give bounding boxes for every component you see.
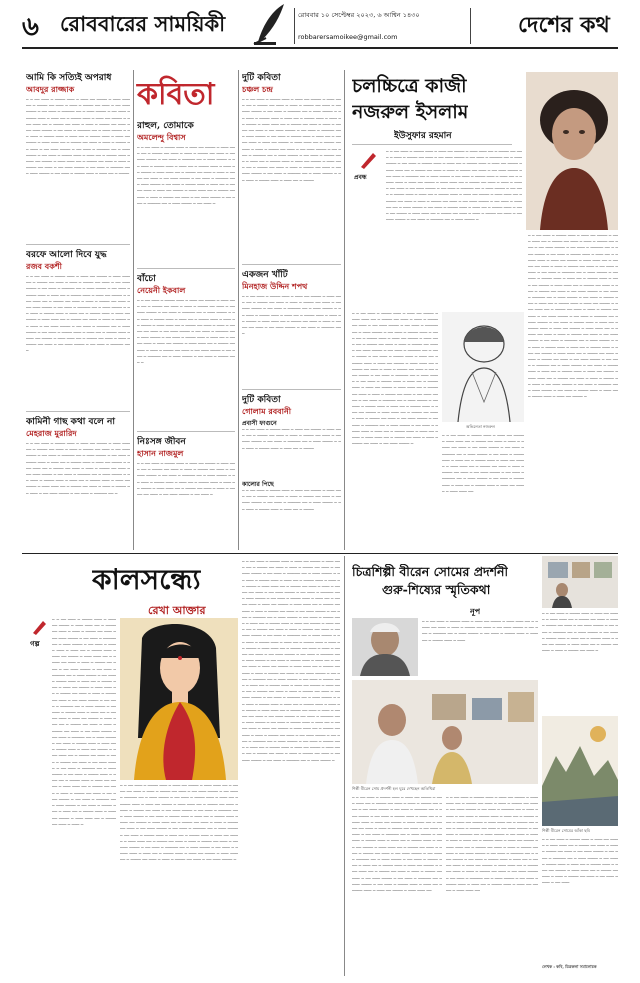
story-title: কালসন্ধ্যে <box>92 563 201 596</box>
story-kicker: গল্প <box>26 618 50 658</box>
nazrul-sketch-image <box>442 312 524 422</box>
biren-article <box>348 556 618 976</box>
poem-column-2 <box>137 72 235 550</box>
poem-body: ─ ─ ── ─── ─ ──── ─── ─ ─── ── ──── ─ ─── ─── ── ─ ──── ── ─── ─ ─── ─ ──── ── ─── ─ ── ─── ──── ─ ── ─── ─ ───── ── ─ ─── ──── ─ ── ─── ─ ──── ─── ─ ─── ── ─ ──── ─── ─ ─── ── ──── ─ ─── ─── ── ─ ──── ── ─── ─ ─── ─ ──── ── ─── ─ ── ─── ──── ─ ── ─── ─ ───── ── ─ ─── ──── ─ ── ─── ─ ──── ─── ─ ─── ── ─ ──── ─── ─ ─── ── ──── ─ ─── ─── ── ─ ──── ── ─── ─ ─── ─ ──── ── ─── ─ ── ─── ──── ─ ── ─── ─ ───── ── ─ ─── ──── ─ ── ─── ─ <box>137 146 235 207</box>
article-title: গুরু-শিষ্যের স্মৃতিকথা <box>382 582 491 597</box>
poem-subtitle: কালোর পিছে <box>242 481 274 488</box>
pen-icon <box>30 618 48 636</box>
biren-portrait-image <box>352 618 418 676</box>
poem-body: ─ ─ ── ─── ─ ──── ─── ─ ─── ── ──── ─ ─── ─── ── ─ ──── ── ─── ─ ─── ─ ──── ── ─── ─ ── ─── ──── ─ ── ─── ─ ───── ── ─ ─── ──── ─ ── ─── ─ ──── ─── ─ ─── ── ─ ──── ─── ─ ─── ── ──── ─ ─── ─── ── ─ ──── ── ─── ─ ─── ─ ──── ── ─── ─ ── ─── ──── ─ ── ─── ─ ───── ── ─ ─── ──── ─ ── ─── ─ ──── ─── ─ ─── ── ─ ──── ─── ─ ─── ── ──── ─ ─── ─── ── ─ ──── ── ─── ─ ─── ─ ──── ── ─── ─ ── ─── ──── ─ ── ─── ─ ───── ── ─ ─── ──── ─ ── ─── ─ ──── ─── ─ <box>137 299 235 367</box>
email: robbarersamoikee@gmail.com <box>298 33 398 41</box>
poem-column-1 <box>26 72 130 550</box>
article-body: ─ ─ ── ─── ─ ──── ─── ─ ─── ── ──── ─ ─── ─── ── ─ ──── ── ─── ─ ─── ─ ──── ── ─── ─ ── ─── ──── ─ ── ─── ─ ───── ── ─ ─── ──── ─ ── ─── ─ ──── ─── ─ ─── ── ─ ──── ─── ─ ─── ── ──── ─ ─── ─── ── ─ ──── ── ─── ─ ─── ─ ──── ── ─── ─ ── ─── ──── ─ ── ─── ─ ───── ── ─ ─── ──── ─ ── ─── ─ ──── ─── ─ ─── ── ─ ──── ─── ─ ─── ── ──── ─ ─── ─── ── <box>442 434 524 495</box>
date-line: রোববার ১০ সেপ্টেম্বর ২০২৩, ৬ আশ্বিন ১৪৩০ <box>298 11 420 19</box>
article-body: ─ ─ ── ─── ─ ──── ─── ─ ─── ── ──── ─ ─── ─── ── ─ ──── ── ─── ─ ─── ─ ──── ── ─── ─ ── ─── ──── ─ ── ─── ─ ───── ── ─ ─── ──── ─ ── ─── ─ ──── ─── ─ ─── ── ─ ──── ─── ─ ─── ── ──── ─ ─── ─── ── ─ ──── ── ─── ─ ─── ─ ──── ── ─── ─ ── ─── ──── ─ ── ─── ─ ───── ── ─ ─── ──── ─ ── ─── ─ ──── ─── ─ ─── ── ─ ──── ─── ─ ─── ── ──── ─ ─── ─── ── ─ ──── ── ─── ─ ─── ─ ──── ── ─── ─ ── ─── ──── ─ ── ─── ─ ───── ── ─ ─── ──── ─ ── ─── ─ ──── ─── ─ ─── ── ─ ──── ─── ─ ─── ── ──── ─ ─── ─── ── ─ ──── ── ─── ─ ─── ─ ──── ── ─── ─ ── ─── ──── ─ ── ─── ─ ───── ── ─ ─── ──── ─ ── ─── ─ ──── ─── ─ ─── ── ─ ──── ─── ─ ─── ── ──── ─ ─── ─── ── ─ ──── ── ─── ─ ─── ─ ──── ── ─── ─ ── ─── ──── ─ ── ─── ─ ───── ── ─ ─── ──── ─ <box>386 150 522 224</box>
photo-caption: শিল্পী বীরেন সোম প্রদর্শনী হল ঘুরে দেখছেন অতিথিরা <box>352 786 436 791</box>
article-body: ─ ─ ── ─── ─ ──── ─── ─ ─── ── ──── ─ ─── ─── ── ─ ──── ── ─── ─ ─── ─ ──── ── ─── ─ ── ─── ──── ─ ── ─── ─ ───── ── ─ ─── ──── ─ ── ─── ─ ──── ─── ─ ─── ── ─ ──── ─── ─ ─── <box>422 620 538 644</box>
poem-body: ─ ─ ── ─── ─ ──── ─── ─ ─── ── ──── ─ ─── ─── ── ─ ──── ── ─── ─ ─── ─ ──── ── ─── ─ ── ─── ──── ─ ── ─── ─ ───── ── ─ ─── ──── ─ ── ─── ─ ──── ─── ─ ─── ── ─ ──── <box>242 489 341 513</box>
poem-author: হাসান নাজমুল <box>137 448 184 458</box>
article-title: চিত্রশিল্পী বীরেন সোমের প্রদর্শনী <box>352 564 509 579</box>
poem-title: দুটি কবিতা <box>242 395 281 405</box>
poem-title: বাঁচো <box>137 274 156 284</box>
poem-body: ─ ─ ── ─── ─ ──── ─── ─ ─── ── ──── ─ ─── ─── ── ─ ──── ── ─── ─ ─── ─ ──── ── ─── ─ ── ─── ──── ─ ── ─── ─ ───── ── ─ ─── ──── ─ ── ─── ─ ──── ─── ─ ─── ── ─ ──── ─── ─ ─── ── ──── ─ ─── ─── ── ─ ──── ── ─── ─ ─── ─ ──── ── ─── ─ ── ─── ──── ─ ── ─── ─ ───── ── ─ ─── ──── ─ ── ─── ─ ──── ─── ─ ─── ── ─ ──── ─── ─ ─── ── ──── ─ ─── ─── ── ─ ──── ── ─── ─ ─── ─ ──── ── ─── ─ ── ─── ──── ─ ── ─── ─ ───── ── ─ ─── ──── ─ ── ─── ─ ──── ─── ─ ─── ── ─ ──── ─── ─ ─── ── ──── ─ ─── ─── ── ─ ──── ── ─── ─ ─── ─ ──── ── ─── ─ ── ─── ──── ─ ── ─── ─ ───── ── ─ ─── ──── ─ ── ─── ─ ──── ─── ─ ─── ── ─ ──── <box>242 98 341 184</box>
article-body: ─ ─ ── ─── ─ ──── ─── ─ ─── ── ──── ─ ─── ─── ── ─ ──── ── ─── ─ ─── ─ ──── ── ─── ─ ── ─── ──── ─ ── ─── ─ ───── ── ─ ─── ──── ─ ── ─── ─ ──── ─── ─ ─── ── ─ ──── ─── ─ ─── ── ──── ─ ─── ─── ── ─ ──── ── ─── ─ ─── ─ ──── ── ─── ─ ── ─── ──── ─ ── ─── ─ ───── ── ─ ─── ──── ─ ── ─── ─ ──── ─── ─ ─── ── ─ ──── ─── ─ ─── ── ──── ─ ─── ─── ── ─ ──── ── ─── ─ ─── ─ ──── ── ─── ─ ── ─── ──── ─ ── ─── ─ ───── ── ─ ─── ──── ─ ── ─── ─ ──── ─── ─ ─── ── ─ ──── ─── ─ ─── ── ──── ─ ─── ─── ── ─ ──── ── ─── ─ ─── ─ ──── ── ─── ─ ── ─── ──── ─ ── ─── ─ ───── ── ─ ─── ──── ─ ── ─── ─ ──── ─── ─ ─── ── ─ ──── ─── ─ ─── ── ──── ─ ─── ─── ── <box>446 796 538 895</box>
poem-author: আবদুর রাজ্জাক <box>26 84 75 94</box>
article-body: ─ ─ ── ─── ─ ──── ─── ─ ─── ── ──── ─ ─── ─── ── ─ ──── ── ─── ─ ─── ─ ──── ── ─── ─ ── ─── ──── ─ ── ─── ─ ───── ── ─ ─── ──── ─ ── ─── ─ ──── ─── ─ ─── ── ─ ──── ─── ─ ─── ── ──── ─ ─── ─── ── ─ ──── ── ─── ─ ─── ─ ──── ── ─── ─ ── ─── ──── ─ ── ─── ─ ───── ── ─ ─── ──── ─ ── ─── ─ ──── ─── ─ ─── ── ─ ──── ─── ─ ─── ── ──── ─ ─── ─── ── ─ ──── ── ─── ─ ─── ─ ──── ── ─── ─ ── ─── ──── ─ ── ─── ─ ───── ── ─ ─── ──── ─ ── ─── ─ ──── ─── ─ ─── ── ─ ──── ─── ─ ─── ── ──── ─ ─── ─── ── ─ ──── ── ─── ─ ─── ─ ──── ── ─── ─ ── ─── ──── ─ ── ─── ─ ───── ── ─ ─── ──── ─ ── ─── ─ ──── ─── ─ ─── ── ─ ──── ─── ─ ─── ── ──── ─ ─── ─── ── ─ ──── ── ─── ─ ─── ─ ──── ── ─── ─ ── ─── ──── ─ ── ─── ─ ───── ── ─ ─── ──── ─ ── ─── ─ ──── ─── ─ ─── ── ─ ──── ─── ─ ─── ── ──── ─ ─── ─── ── ─ ──── ── ─── ─ ─── ─ ──── ── ─── ─ ── ─── ──── ─ <box>352 312 438 448</box>
author-credit: লেখক : কবি, চিত্রকলা সমালোচক <box>542 964 597 969</box>
poem-body: ─ ─ ── ─── ─ ──── ─── ─ ─── ── ──── ─ ─── ─── ── ─ ──── ── ─── ─ ─── ─ ──── ── ─── ─ ── ─── ──── ─ ── ─── ─ ───── ── ─ ─── ──── ─ ── ─── ─ ──── ─── ─ ─── ── ─ ──── <box>242 428 341 452</box>
story-body: ─ ─ ── ─── ─ ──── ─── ─ ─── ── ──── ─ ─── ─── ── ─ ──── ── ─── ─ ─── ─ ──── ── ─── ─ ── ─── ──── ─ ── ─── ─ ───── ── ─ ─── ──── ─ ── ─── ─ ──── ─── ─ ─── ── ─ ──── ─── ─ ─── ── ──── ─ ─── ─── ── ─ ──── ── ─── ─ ─── ─ ──── ── ─── ─ ── ─── ──── ─ ── ─── ─ ───── ── ─ ─── ──── ─ ── ─── ─ ──── ─── ─ ─── ── ─ ──── ─── ─ ─── ── ──── ─ ─── ─── ── ─ ──── ── ─── ─ ─── ─ ──── ── ─── ─ ── ─── ──── ─ ── ─── ─ ───── ── ─ ─── ──── ─ ── ─── ─ ──── ─── ─ ─── ── ─ ──── ─── ─ ─── ── ──── ─ ─── ─── ── ─ ──── ── ─── ─ ─── ─ ──── ── ─── ─ ── ─── ──── ─ ── ─── ─ ───── ── ─ ─── ──── ─ ── ─── ─ ──── ─── ─ ─── ── ─ ──── ─── ─ ─── ── ──── ─ ─── ─── ── ─ ──── ── ─── ─ ─── ─ ──── ── ─── ─ ── ─── ──── ─ <box>120 784 238 864</box>
nazrul-portrait-image <box>526 72 618 230</box>
exhibition-photo-image <box>542 556 618 608</box>
article-body: ─ ─ ── ─── ─ ──── ─── ─ ─── ── ──── ─ ─── ─── ── ─ ──── ── ─── ─ ─── ─ ──── ── ─── ─ ── ─── ──── ─ ── ─── ─ ───── ── ─ ─── ──── ─ ── ─── ─ ──── ─── ─ ─── ── ─ ──── ─── ─ ─── ── ──── ─ ─── ─── ── ─ ──── ── ─── ─ ─── ─ ──── ── ─── ─ <box>542 612 618 655</box>
article-title: নজরুল ইসলাম <box>352 101 469 123</box>
poem-body: ─ ─ ── ─── ─ ──── ─── ─ ─── ── ──── ─ ─── ─── ── ─ ──── ── ─── ─ ─── ─ ──── ── ─── ─ ── ─── ──── ─ ── ─── ─ ───── ── ─ ─── ──── ─ ── ─── ─ ──── ─── ─ ─── ── ─ ──── ─── ─ ─── ── ──── ─ ─── ─── ── ─ ──── ── ─── ─ ─── ─ ──── ── ─── ─ ── ─── ──── ─ ── ─── ─ <box>137 462 235 499</box>
poem-subtitle: প্রবাসী ফাগুনে <box>242 420 277 427</box>
woman-illustration-image <box>120 618 238 780</box>
poem-author: অমলেন্দু বিশ্বাস <box>137 132 186 142</box>
story-body: ─ ─ ── ─── ─ ──── ─── ─ ─── ── ──── ─ ─── ─── ── ─ ──── ── ─── ─ ─── ─ ──── ── ─── ─ ── ─── ──── ─ ── ─── ─ ───── ── ─ ─── ──── ─ ── ─── ─ ──── ─── ─ ─── ── ─ ──── ─── ─ ─── ── ──── ─ ─── ─── ── ─ ──── ── ─── ─ ─── ─ ──── ── ─── ─ ── ─── ──── ─ ── ─── ─ ───── ── ─ ─── ──── ─ ── ─── ─ ──── ─── ─ ─── ── ─ ──── ─── ─ ─── ── ──── ─ ─── ─── ── ─ ──── ── ─── ─ ─── ─ ──── ── ─── ─ ── ─── ──── ─ ── ─── ─ ───── ── ─ ─── ──── ─ ── ─── ─ ──── ─── ─ ─── ── ─ ──── ─── ─ ─── ── ──── ─ ─── ─── ── ─ ──── ── ─── ─ ─── ─ ──── ── ─── ─ ── ─── ──── ─ ── ─── ─ ───── ── ─ ─── ──── ─ ── ─── ─ ──── ─── ─ ─── ── ─ ──── ─── ─ ─── ── ──── ─ ─── ─── ── ─ ──── ── ─── ─ ─── ─ ──── ── ─── ─ ── ─── ──── ─ ── ─── ─ ───── ── ─ ─── ──── ─ ── ─── ─ ──── ─── ─ ─── ── ─ ──── ─── ─ ─── ── ──── ─ ─── ─── ── ─ ──── ── ─── ─ ─── ─ ──── ── ─── ─ ── ─── ──── ─ ── ─── ─ ───── ── ─ ─── ──── ─ ── ─── ─ ──── ─── ─ ─── ── ─ ──── ─── ─ ─── ── ──── ─ ─── ─── ── ─ ──── ── ─── ─ ─── ─ ──── ── ─── ─ ── ─── ──── ─ ── ─── ─ ───── ── ─ ─── ──── ─ ── ─── ─ ──── ─── ─ ─── ── ─ ──── ─── ─ ─── ── ──── ─ ─── ─── ── ─ ──── ── ─── ─ ─── ─ ──── ── ─── ─ ── ─── ──── ─ ── ─── ─ ───── ── ─ ─── ──── ─ ── ─── ─ ──── ─── ─ ─── ── ─ ──── ─── ─ ─── ── ──── ─ ─── ─── ── ─ ──── ── ─── ─ ─── ─ ──── ── ─── ─ ── ─── ──── ─ ── ─── ─ ───── ── ─ ─── ──── ─ ── ─── ─ ──── ─── ─ ─── ── ─ ──── ─── ─ ─── ── ──── ─ ─── ─── ── ─ ──── ── ─── ─ ─── ─ ──── ── ─── ─ ── ─── ──── ─ ── ─── ─ ───── ── ─ ─── ──── ─ <box>242 560 340 764</box>
story-author: রেখা আক্তার <box>148 604 206 617</box>
poem-title: দুটি কবিতা <box>242 73 281 83</box>
poem-author: মিনহাজ উদ্দিন শপথ <box>242 281 308 291</box>
poem-body: ─ ─ ── ─── ─ ──── ─── ─ ─── ── ──── ─ ─── ─── ── ─ ──── ── ─── ─ ─── ─ ──── ── ─── ─ ── ─── ──── ─ ── ─── ─ ───── ── ─ ─── ──── ─ ── ─── ─ ──── ─── ─ ─── ── ─ ──── ─── ─ ─── ── ──── ─ ─── ─── ── ─ ──── ── ─── ─ ─── ─ ──── ── ─── ─ ── ─── ──── ─ ── ─── ─ ───── ── ─ ─── ──── ─ ── ─── ─ ──── ─── ─ ─── ── ─ ──── ─── ─ ─── ── ──── ─ ─── ─── ── ─ ──── ── ─── ─ ─── ─ ──── ── ─── ─ ── ─── ──── ─ ── ─── ─ ───── ── ─ ─── ──── ─ ── ─── ─ ──── ─── ─ ─── ── ─ ──── ─── ─ ─── ── ──── ─ ─── ─── ── ─ ──── ── ─── ─ ─── ─ ──── ── ─── ─ ── ─── ──── ─ ── ─── ─ ───── ── ─ <box>26 275 130 355</box>
poem-title: একজন খাঁটি <box>242 270 288 280</box>
masthead <box>0 0 640 70</box>
poem-author: গোলাম রববানী <box>242 406 292 416</box>
photo-caption: অভিনেতা নজরুল <box>466 424 496 429</box>
section-title: রোববারের সাময়িকী <box>60 12 226 36</box>
poem-author: নেয়েনী ইকবাল <box>137 285 186 295</box>
poem-author: রজব বকশী <box>26 261 62 271</box>
quill-logo-icon <box>252 2 288 46</box>
article-body: ─ ─ ── ─── ─ ──── ─── ─ ─── ── ──── ─ ─── ─── ── ─ ──── ── ─── ─ ─── ─ ──── ── ─── ─ ── ─── ──── ─ ── ─── ─ ───── ── ─ ─── ──── ─ ── ─── ─ ──── ─── ─ ─── ── ─ ──── ─── ─ ─── ── ──── ─ ─── ─── ── ─ ──── ── ─── ─ ─── ─ ──── ── ─── ─ ── ─── ──── ─ ── ─── ─ ───── ── ─ ─── ──── ─ ── ─── ─ ──── ─── ─ ─── ── ─ ──── ─── ─ ─── ── ──── ─ ─── ─── ── ─ ──── ── ─── ─ ─── ─ ──── ── ─── ─ ── ─── ──── ─ ── ─── ─ ───── ── ─ ─── ──── ─ ── ─── ─ ──── ─── ─ ─── ── ─ ──── ─── ─ ─── ── ──── ─ ─── ─── ── ─ ──── ── ─── ─ ─── ─ ──── ── ─── ─ ── ─── ──── ─ ── ─── ─ ───── ── ─ ─── ──── ─ ── ─── ─ ──── ─── ─ ─── ── ─ ──── ─── ─ ─── ── ──── ─ ─── ─── ── ─ ──── ── ─── ─ ─── ─ ──── ── ─── ─ ── ─── ──── ─ ── ─── ─ ───── ── ─ ─── ──── ─ ── ─── ─ ──── ─── ─ ─── ── ─ ──── ─── ─ ─── ── ──── ─ ─── ─── ── ─ ──── ── ─── ─ ─── ─ ──── ── ─── ─ ── ─── ──── ─ ── ─── ─ ───── ── ─ ─── ──── ─ ── ─── ─ ──── ─── ─ ─── ── ─ ──── ─── ─ ─── ── ──── ─ ─── ─── ── ─ ──── ── ─── ─ ─── ─ ──── ── ─── ─ ── ─── ──── ─ ── ─── ─ ───── ── ─ ─── ──── ─ ── ─── ─ ──── ─── ─ ─── ── ─ ──── ─── ─ ─── ── ──── ─ <box>528 234 618 401</box>
article-author: ইউসুফার রহমান <box>394 131 452 141</box>
paper-name: দেশের কথ <box>518 13 610 38</box>
painting-image <box>542 716 618 826</box>
exhibition-photo-image <box>352 680 538 784</box>
nazrul-article <box>348 72 618 550</box>
poem-title: নিঃসঙ্গ জীবন <box>137 437 186 447</box>
pen-icon <box>358 150 378 170</box>
kalsondhye-story <box>22 556 342 976</box>
poem-column-3 <box>242 72 341 550</box>
page-number: ৬ <box>22 12 39 42</box>
poem-author: মেহরাজ মুরারিদ <box>26 428 77 438</box>
kobita-logo: কবিতা <box>137 77 215 112</box>
article-body: ─ ─ ── ─── ─ ──── ─── ─ ─── ── ──── ─ ─── ─── ── ─ ──── ── ─── ─ ─── ─ ──── ── ─── ─ ── ─── ──── ─ ── ─── ─ ───── ── ─ ─── ──── ─ ── ─── ─ ──── ─── ─ ─── ── ─ ──── ─── ─ ─── ── ──── ─ ─── ─── ── ─ ──── ── ─── ─ ─── ─ ──── ── ─── ─ ── ─── ──── ─ ── ─── ─ ───── ── ─ ─── ──── ─ ── ─── ─ ──── ─── ─ ─── ── ─ ──── ─── ─ ─── ── ──── ─ ─── ─── ── ─ ──── ── ─── ─ ─── ─ ──── ── ─── ─ ── ─── ──── ─ ── ─── ─ ───── ── ─ ─── ──── ─ ── ─── ─ ──── ─── ─ ─── ── ─ ──── ─── ─ ─── ── ──── ─ ─── ─── ── ─ ──── ── ─── ─ ─── ─ ──── ── ─── ─ ── ─── ──── ─ ── ─── ─ ───── ── ─ ─── ──── ─ ── ─── ─ ──── ─── ─ ─── ── ─ ──── ─── ─ ─── ── ──── ─ ─── ─── ── <box>352 796 442 895</box>
poem-body: ─ ─ ── ─── ─ ──── ─── ─ ─── ── ──── ─ ─── ─── ── ─ ──── ── ─── ─ ─── ─ ──── ── ─── ─ ── ─── ──── ─ ── ─── ─ ───── ── ─ ─── ──── ─ ── ─── ─ ──── ─── ─ ─── ── ─ ──── ─── ─ ─── ── ──── ─ ─── ─── ── ─ ──── ── ─── ─ ─── ─ ──── ── ─── ─ ── ─── ──── ─ ── ─── ─ ───── ── ─ ─── ──── ─ ── ─── ─ ──── ─── ─ ─── ── ─ ──── ─── ─ ─── ── ──── ─ ─── ─── ── ─ ──── ── ─── ─ ─── ─ ──── ── ─── ─ ── ─── ──── ─ ── ─── ─ ───── ── ─ ─── ──── ─ ── ─── ─ ──── ─── ─ ─── ── ─ ──── ─── ─ ─── ── ──── ─ ─── ─── ── ─ ──── ── ─── ─ ─── ─ ──── ── ─── ─ ── ─── ──── ─ ── ─── ─ ───── ── ─ ─── ──── ─ ── ─── ─ ──── ─── ─ ─── ── ─ ──── <box>26 98 130 178</box>
poem-body: ─ ─ ── ─── ─ ──── ─── ─ ─── ── ──── ─ ─── ─── ── ─ ──── ── ─── ─ ─── ─ ──── ── ─── ─ ── ─── ──── ─ ── ─── ─ ───── ── ─ ─── ──── ─ ── ─── ─ ──── ─── ─ ─── ── ─ ──── ─── ─ ─── ── ──── ─ ─── ─── ── ─ ──── ── ─── ─ ─── ─ ──── ── ─── ─ ── ─── ──── ─ ── ─── ─ ───── ── ─ ─── ──── ─ ── ─── ─ ──── ─── ─ ─── ── ─ ──── ─── ─ ─── ── ──── ─ ─── ─── ── ─ ──── ── ─── ─ ─── ─ ──── ── ─── ─ ── ─── ──── ─ ── ─── ─ ───── ── ─ <box>26 442 130 497</box>
poem-author: চঞ্চল চন্দ্র <box>242 84 273 94</box>
photo-caption: শিল্পী বীরেন সোমের আঁকা ছবি <box>542 828 591 833</box>
poem-title: আমি কি সত্যিই অপরাধ <box>26 73 112 83</box>
story-body: ─ ─ ── ─── ─ ──── ─── ─ ─── ── ──── ─ ─── ─── ── ─ ──── ── ─── ─ ─── ─ ──── ── ─── ─ ── ─── ──── ─ ── ─── ─ ───── ── ─ ─── ──── ─ ── ─── ─ ──── ─── ─ ─── ── ─ ──── ─── ─ ─── ── ──── ─ ─── ─── ── ─ ──── ── ─── ─ ─── ─ ──── ── ─── ─ ── ─── ──── ─ ── ─── ─ ───── ── ─ ─── ──── ─ ── ─── ─ ──── ─── ─ ─── ── ─ ──── ─── ─ ─── ── ──── ─ ─── ─── ── ─ ──── ── ─── ─ ─── ─ ──── ── ─── ─ ── ─── ──── ─ ── ─── ─ ───── ── ─ ─── ──── ─ ── ─── ─ ──── ─── ─ ─── ── ─ ──── ─── ─ ─── ── ──── ─ ─── ─── ── ─ ──── ── ─── ─ ─── ─ ──── ── ─── ─ ── ─── ──── ─ ── ─── ─ ───── ── ─ ─── ──── ─ ── ─── ─ ──── ─── ─ ─── ── ─ ──── ─── ─ ─── ── ──── ─ ─── ─── ── ─ ──── ── ─── ─ ─── ─ ──── ── ─── ─ ── ─── ──── ─ ── ─── ─ ───── ── ─ ─── ──── ─ ── ─── ─ ──── ─── ─ ─── ── ─ ──── ─── ─ ─── ── ──── ─ ─── ─── ── ─ ──── ── ─── ─ ─── ─ ──── ── ─── ─ ── ─── ──── ─ ── ─── ─ ───── ── ─ ─── ──── ─ ── ─── ─ ──── ─── ─ ─── ── ─ ──── ─── ─ ─── ── ──── ─ ─── ─── ── ─ ──── ── ─── ─ ─── ─ <box>52 618 116 828</box>
article-body: ─ ─ ── ─── ─ ──── ─── ─ ─── ── ──── ─ ─── ─── ── ─ ──── ── ─── ─ ─── ─ ──── ── ─── ─ ── ─── ──── ─ ── ─── ─ ───── ── ─ ─── ──── ─ ── ─── ─ ──── ─── ─ ─── ── ─ ──── ─── ─ ─── ── ──── ─ ─── ─── ── ─ ──── ── ─── ─ ─── ─ ──── ── ─── ─ ── ─── ──── ─ ── ─── <box>542 838 618 887</box>
poem-title: কামিনী গাছ কথা বলে না <box>26 417 115 427</box>
poem-title: রাহুল, তোমাকে <box>137 121 194 131</box>
poem-body: ─ ─ ── ─── ─ ──── ─── ─ ─── ── ──── ─ ─── ─── ── ─ ──── ── ─── ─ ─── ─ ──── ── ─── ─ ── ─── ──── ─ ── ─── ─ ───── ── ─ ─── ──── ─ ── ─── ─ ──── ─── ─ ─── ── ─ ──── ─── ─ ─── ── ──── ─ ─── ─── ── ─ ──── ── ─── ─ ─── ─ ──── ── ─── ─ ── ─── ──── ─ ── ─── ─ ───── ── ─ <box>242 295 341 338</box>
article-author: নূপ <box>470 606 481 616</box>
article-title: চলচ্চিত্রে কাজী <box>352 75 467 97</box>
article-kicker: প্রবন্ধ <box>352 150 384 184</box>
poem-title: বরফে আলো দিবে যুদ্ধ <box>26 250 107 260</box>
